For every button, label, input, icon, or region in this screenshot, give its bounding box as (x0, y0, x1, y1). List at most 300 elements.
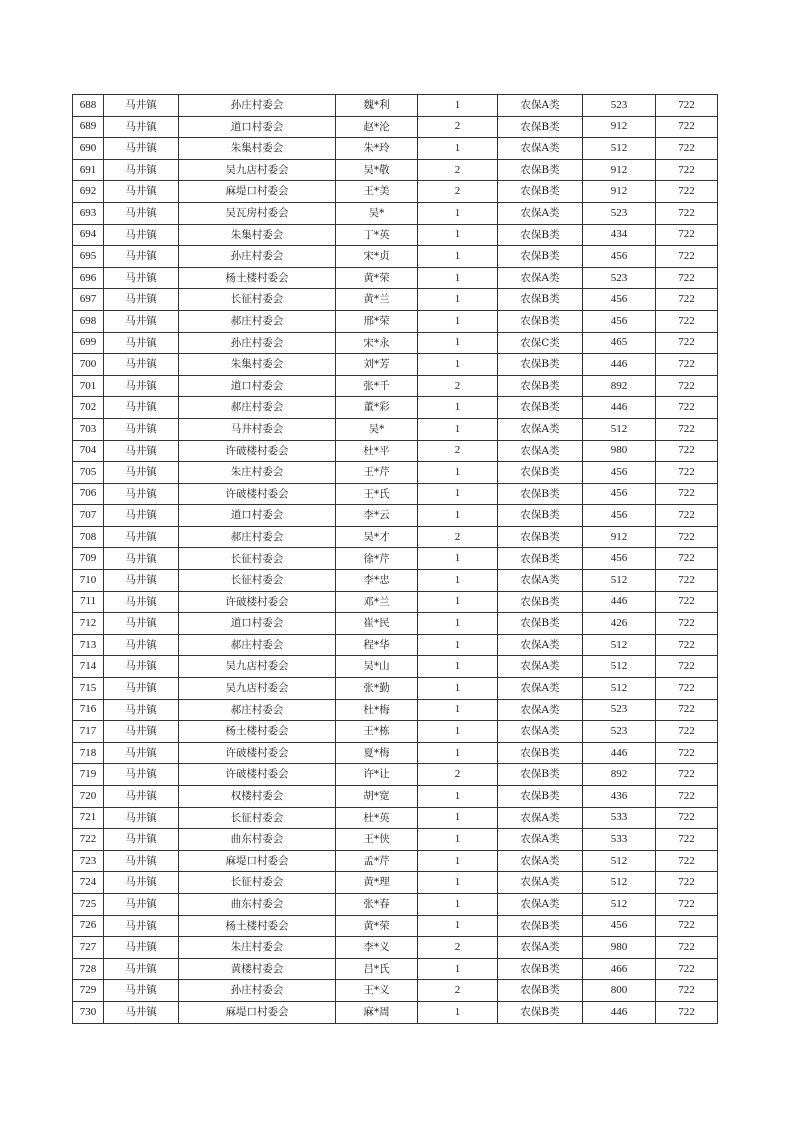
cell-insurance-category: 农保B类 (498, 397, 583, 419)
cell-village-committee: 道口村委会 (179, 116, 336, 138)
cell-insurance-category: 农保B类 (498, 116, 583, 138)
cell-household-count: 1 (418, 332, 498, 354)
cell-insurance-category: 农保A类 (498, 721, 583, 743)
table-row (73, 570, 718, 592)
cell-amount: 892 (583, 764, 656, 786)
cell-village-committee: 马井村委会 (179, 418, 336, 440)
table-row (73, 958, 718, 980)
cell-row-number: 690 (73, 138, 104, 160)
cell-name: 吴*敬 (336, 159, 418, 181)
cell-household-count: 1 (418, 267, 498, 289)
cell-village-committee: 许破楼村委会 (179, 764, 336, 786)
cell-town: 马井镇 (104, 440, 179, 462)
cell-insurance-category: 农保B类 (498, 289, 583, 311)
table-row (73, 202, 718, 224)
cell-insurance-category: 农保A类 (498, 570, 583, 592)
cell-insurance-category: 农保A类 (498, 95, 583, 117)
table-row (73, 246, 718, 268)
cell-household-count: 1 (418, 786, 498, 808)
cell-standard: 722 (656, 95, 718, 117)
cell-standard: 722 (656, 116, 718, 138)
cell-village-committee: 长征村委会 (179, 289, 336, 311)
cell-name: 宋*永 (336, 332, 418, 354)
table-row (73, 548, 718, 570)
cell-amount: 465 (583, 332, 656, 354)
cell-row-number: 691 (73, 159, 104, 181)
cell-amount: 533 (583, 807, 656, 829)
cell-row-number: 708 (73, 526, 104, 548)
cell-insurance-category: 农保B类 (498, 742, 583, 764)
cell-insurance-category: 农保B类 (498, 526, 583, 548)
cell-household-count: 1 (418, 721, 498, 743)
cell-household-count: 1 (418, 656, 498, 678)
cell-amount: 466 (583, 958, 656, 980)
cell-town: 马井镇 (104, 332, 179, 354)
cell-town: 马井镇 (104, 613, 179, 635)
table-row (73, 915, 718, 937)
cell-standard: 722 (656, 267, 718, 289)
cell-amount: 456 (583, 246, 656, 268)
cell-village-committee: 孙庄村委会 (179, 332, 336, 354)
cell-village-committee: 曲东村委会 (179, 829, 336, 851)
cell-town: 马井镇 (104, 224, 179, 246)
cell-standard: 722 (656, 807, 718, 829)
cell-town: 马井镇 (104, 181, 179, 203)
cell-household-count: 1 (418, 483, 498, 505)
cell-village-committee: 麻堤口村委会 (179, 850, 336, 872)
cell-standard: 722 (656, 440, 718, 462)
cell-amount: 512 (583, 872, 656, 894)
cell-town: 马井镇 (104, 850, 179, 872)
cell-amount: 512 (583, 893, 656, 915)
cell-insurance-category: 农保A类 (498, 634, 583, 656)
cell-household-count: 2 (418, 181, 498, 203)
cell-standard: 722 (656, 699, 718, 721)
cell-town: 马井镇 (104, 526, 179, 548)
cell-insurance-category: 农保B类 (498, 548, 583, 570)
cell-name: 朱*玲 (336, 138, 418, 160)
cell-amount: 523 (583, 699, 656, 721)
cell-amount: 523 (583, 202, 656, 224)
cell-village-committee: 许破楼村委会 (179, 440, 336, 462)
cell-amount: 912 (583, 181, 656, 203)
cell-insurance-category: 农保A类 (498, 850, 583, 872)
cell-row-number: 729 (73, 980, 104, 1002)
cell-name: 杜*梅 (336, 699, 418, 721)
cell-row-number: 728 (73, 958, 104, 980)
cell-insurance-category: 农保A类 (498, 829, 583, 851)
cell-insurance-category: 农保B类 (498, 246, 583, 268)
table-row (73, 742, 718, 764)
cell-name: 张*春 (336, 893, 418, 915)
cell-insurance-category: 农保B类 (498, 764, 583, 786)
table-row (73, 267, 718, 289)
cell-row-number: 712 (73, 613, 104, 635)
cell-household-count: 2 (418, 116, 498, 138)
cell-name: 赵*沦 (336, 116, 418, 138)
cell-amount: 436 (583, 786, 656, 808)
cell-standard: 722 (656, 958, 718, 980)
cell-village-committee: 道口村委会 (179, 613, 336, 635)
table-row (73, 937, 718, 959)
cell-town: 马井镇 (104, 418, 179, 440)
cell-amount: 980 (583, 937, 656, 959)
cell-insurance-category: 农保A类 (498, 807, 583, 829)
cell-row-number: 714 (73, 656, 104, 678)
cell-household-count: 1 (418, 1001, 498, 1023)
cell-village-committee: 朱集村委会 (179, 224, 336, 246)
cell-insurance-category: 农保A类 (498, 440, 583, 462)
cell-row-number: 713 (73, 634, 104, 656)
cell-name: 王*义 (336, 980, 418, 1002)
cell-row-number: 688 (73, 95, 104, 117)
cell-town: 马井镇 (104, 764, 179, 786)
cell-standard: 722 (656, 159, 718, 181)
cell-name: 张*千 (336, 375, 418, 397)
cell-household-count: 1 (418, 742, 498, 764)
cell-insurance-category: 农保B类 (498, 915, 583, 937)
cell-name: 董*彩 (336, 397, 418, 419)
cell-town: 马井镇 (104, 202, 179, 224)
cell-standard: 722 (656, 1001, 718, 1023)
cell-town: 马井镇 (104, 721, 179, 743)
cell-name: 黄*荣 (336, 267, 418, 289)
cell-row-number: 695 (73, 246, 104, 268)
cell-name: 黄*兰 (336, 289, 418, 311)
cell-name: 程*华 (336, 634, 418, 656)
table-row (73, 332, 718, 354)
cell-row-number: 704 (73, 440, 104, 462)
cell-standard: 722 (656, 634, 718, 656)
cell-amount: 456 (583, 483, 656, 505)
cell-household-count: 1 (418, 138, 498, 160)
cell-amount: 980 (583, 440, 656, 462)
cell-household-count: 1 (418, 418, 498, 440)
cell-row-number: 696 (73, 267, 104, 289)
cell-town: 马井镇 (104, 678, 179, 700)
cell-amount: 456 (583, 289, 656, 311)
cell-village-committee: 杨土楼村委会 (179, 915, 336, 937)
cell-amount: 533 (583, 829, 656, 851)
table-row (73, 462, 718, 484)
cell-row-number: 726 (73, 915, 104, 937)
cell-amount: 800 (583, 980, 656, 1002)
cell-row-number: 697 (73, 289, 104, 311)
cell-household-count: 1 (418, 95, 498, 117)
cell-insurance-category: 农保B类 (498, 224, 583, 246)
cell-name: 邓*兰 (336, 591, 418, 613)
cell-town: 马井镇 (104, 829, 179, 851)
table-row (73, 505, 718, 527)
cell-insurance-category: 农保A类 (498, 893, 583, 915)
cell-household-count: 1 (418, 462, 498, 484)
cell-household-count: 2 (418, 526, 498, 548)
table-row (73, 613, 718, 635)
cell-insurance-category: 农保B类 (498, 958, 583, 980)
cell-name: 吕*氏 (336, 958, 418, 980)
cell-village-committee: 孙庄村委会 (179, 246, 336, 268)
cell-household-count: 1 (418, 224, 498, 246)
cell-village-committee: 吴九店村委会 (179, 159, 336, 181)
cell-amount: 446 (583, 354, 656, 376)
cell-standard: 722 (656, 505, 718, 527)
table-row (73, 483, 718, 505)
cell-insurance-category: 农保A类 (498, 872, 583, 894)
beneficiary-table (72, 94, 718, 1024)
cell-amount: 456 (583, 310, 656, 332)
cell-village-committee: 长征村委会 (179, 570, 336, 592)
cell-amount: 892 (583, 375, 656, 397)
cell-amount: 523 (583, 95, 656, 117)
cell-standard: 722 (656, 354, 718, 376)
cell-standard: 722 (656, 980, 718, 1002)
cell-amount: 512 (583, 678, 656, 700)
cell-village-committee: 许破楼村委会 (179, 483, 336, 505)
cell-name: 杜*平 (336, 440, 418, 462)
cell-standard: 722 (656, 418, 718, 440)
table-row (73, 375, 718, 397)
cell-household-count: 1 (418, 699, 498, 721)
cell-village-committee: 郝庄村委会 (179, 699, 336, 721)
cell-household-count: 2 (418, 375, 498, 397)
cell-standard: 722 (656, 742, 718, 764)
table-row (73, 289, 718, 311)
cell-village-committee: 曲东村委会 (179, 893, 336, 915)
cell-name: 杜*英 (336, 807, 418, 829)
cell-village-committee: 郝庄村委会 (179, 634, 336, 656)
cell-village-committee: 麻堤口村委会 (179, 181, 336, 203)
table-row (73, 656, 718, 678)
cell-amount: 446 (583, 591, 656, 613)
cell-village-committee: 长征村委会 (179, 872, 336, 894)
cell-name: 麻*周 (336, 1001, 418, 1023)
cell-town: 马井镇 (104, 958, 179, 980)
cell-insurance-category: 农保A类 (498, 267, 583, 289)
cell-town: 马井镇 (104, 138, 179, 160)
cell-amount: 512 (583, 570, 656, 592)
cell-name: 崔*民 (336, 613, 418, 635)
cell-town: 马井镇 (104, 570, 179, 592)
cell-household-count: 1 (418, 354, 498, 376)
cell-row-number: 702 (73, 397, 104, 419)
cell-household-count: 1 (418, 591, 498, 613)
cell-town: 马井镇 (104, 937, 179, 959)
cell-standard: 722 (656, 375, 718, 397)
cell-row-number: 705 (73, 462, 104, 484)
cell-name: 徐*芹 (336, 548, 418, 570)
cell-amount: 456 (583, 915, 656, 937)
cell-town: 马井镇 (104, 116, 179, 138)
cell-household-count: 1 (418, 678, 498, 700)
cell-insurance-category: 农保B类 (498, 786, 583, 808)
cell-standard: 722 (656, 526, 718, 548)
cell-insurance-category: 农保A类 (498, 202, 583, 224)
cell-amount: 434 (583, 224, 656, 246)
cell-town: 马井镇 (104, 915, 179, 937)
cell-name: 夏*梅 (336, 742, 418, 764)
cell-insurance-category: 农保A类 (498, 138, 583, 160)
cell-row-number: 715 (73, 678, 104, 700)
cell-household-count: 1 (418, 915, 498, 937)
cell-village-committee: 杨土楼村委会 (179, 267, 336, 289)
cell-row-number: 718 (73, 742, 104, 764)
cell-standard: 722 (656, 893, 718, 915)
table-row (73, 591, 718, 613)
cell-standard: 722 (656, 872, 718, 894)
cell-row-number: 724 (73, 872, 104, 894)
cell-name: 王*栋 (336, 721, 418, 743)
table-row (73, 764, 718, 786)
cell-row-number: 716 (73, 699, 104, 721)
cell-name: 刘*芳 (336, 354, 418, 376)
cell-household-count: 1 (418, 613, 498, 635)
cell-town: 马井镇 (104, 95, 179, 117)
cell-row-number: 725 (73, 893, 104, 915)
table-row (73, 138, 718, 160)
cell-row-number: 722 (73, 829, 104, 851)
cell-name: 张*勤 (336, 678, 418, 700)
cell-row-number: 721 (73, 807, 104, 829)
cell-insurance-category: 农保B类 (498, 181, 583, 203)
table-row (73, 418, 718, 440)
cell-name: 宋*贞 (336, 246, 418, 268)
cell-name: 魏*利 (336, 95, 418, 117)
cell-standard: 722 (656, 937, 718, 959)
cell-household-count: 1 (418, 289, 498, 311)
cell-row-number: 701 (73, 375, 104, 397)
cell-amount: 512 (583, 138, 656, 160)
cell-town: 马井镇 (104, 505, 179, 527)
cell-village-committee: 道口村委会 (179, 505, 336, 527)
cell-household-count: 1 (418, 893, 498, 915)
cell-household-count: 1 (418, 397, 498, 419)
cell-row-number: 717 (73, 721, 104, 743)
cell-row-number: 700 (73, 354, 104, 376)
table-row (73, 116, 718, 138)
cell-amount: 446 (583, 742, 656, 764)
cell-standard: 722 (656, 829, 718, 851)
cell-name: 胡*宽 (336, 786, 418, 808)
cell-row-number: 727 (73, 937, 104, 959)
cell-village-committee: 朱庄村委会 (179, 462, 336, 484)
cell-household-count: 2 (418, 440, 498, 462)
cell-name: 王*芹 (336, 462, 418, 484)
cell-amount: 456 (583, 505, 656, 527)
cell-name: 吴*才 (336, 526, 418, 548)
cell-household-count: 1 (418, 570, 498, 592)
cell-village-committee: 吴瓦房村委会 (179, 202, 336, 224)
cell-village-committee: 麻堤口村委会 (179, 1001, 336, 1023)
cell-town: 马井镇 (104, 807, 179, 829)
cell-insurance-category: 农保A类 (498, 699, 583, 721)
table-row (73, 893, 718, 915)
table-row (73, 678, 718, 700)
cell-row-number: 698 (73, 310, 104, 332)
cell-standard: 722 (656, 786, 718, 808)
cell-household-count: 1 (418, 807, 498, 829)
table-body (73, 95, 718, 1024)
table-row (73, 181, 718, 203)
cell-name: 邢*荣 (336, 310, 418, 332)
cell-insurance-category: 农保A类 (498, 678, 583, 700)
cell-village-committee: 郝庄村委会 (179, 397, 336, 419)
cell-standard: 722 (656, 462, 718, 484)
cell-town: 马井镇 (104, 375, 179, 397)
cell-village-committee: 朱庄村委会 (179, 937, 336, 959)
cell-household-count: 1 (418, 850, 498, 872)
cell-standard: 722 (656, 332, 718, 354)
cell-amount: 512 (583, 656, 656, 678)
cell-row-number: 723 (73, 850, 104, 872)
cell-household-count: 1 (418, 872, 498, 894)
cell-insurance-category: 农保A类 (498, 418, 583, 440)
cell-row-number: 694 (73, 224, 104, 246)
cell-insurance-category: 农保B类 (498, 980, 583, 1002)
cell-row-number: 730 (73, 1001, 104, 1023)
table-row (73, 721, 718, 743)
table-row (73, 980, 718, 1002)
cell-village-committee: 郝庄村委会 (179, 526, 336, 548)
cell-standard: 722 (656, 613, 718, 635)
cell-amount: 523 (583, 267, 656, 289)
cell-row-number: 689 (73, 116, 104, 138)
cell-name: 王*侠 (336, 829, 418, 851)
cell-standard: 722 (656, 224, 718, 246)
cell-amount: 523 (583, 721, 656, 743)
table-row (73, 807, 718, 829)
cell-standard: 722 (656, 591, 718, 613)
cell-town: 马井镇 (104, 548, 179, 570)
cell-standard: 722 (656, 721, 718, 743)
table-row (73, 354, 718, 376)
cell-insurance-category: 农保C类 (498, 332, 583, 354)
cell-village-committee: 许破楼村委会 (179, 742, 336, 764)
cell-amount: 446 (583, 1001, 656, 1023)
cell-amount: 912 (583, 116, 656, 138)
cell-row-number: 709 (73, 548, 104, 570)
cell-insurance-category: 农保B类 (498, 310, 583, 332)
cell-insurance-category: 农保B类 (498, 1001, 583, 1023)
cell-town: 马井镇 (104, 634, 179, 656)
cell-standard: 722 (656, 850, 718, 872)
cell-village-committee: 吴九店村委会 (179, 678, 336, 700)
cell-household-count: 1 (418, 958, 498, 980)
cell-household-count: 2 (418, 159, 498, 181)
cell-name: 王*氏 (336, 483, 418, 505)
cell-standard: 722 (656, 483, 718, 505)
cell-insurance-category: 农保B类 (498, 613, 583, 635)
cell-standard: 722 (656, 397, 718, 419)
cell-name: 丁*英 (336, 224, 418, 246)
cell-town: 马井镇 (104, 591, 179, 613)
cell-name: 许*让 (336, 764, 418, 786)
cell-name: 黄*荣 (336, 915, 418, 937)
table-row (73, 159, 718, 181)
cell-town: 马井镇 (104, 246, 179, 268)
cell-standard: 722 (656, 548, 718, 570)
cell-insurance-category: 农保B类 (498, 505, 583, 527)
cell-amount: 426 (583, 613, 656, 635)
table-row (73, 440, 718, 462)
cell-standard: 722 (656, 570, 718, 592)
table-row (73, 850, 718, 872)
table-row (73, 829, 718, 851)
cell-insurance-category: 农保B类 (498, 159, 583, 181)
cell-village-committee: 朱集村委会 (179, 138, 336, 160)
cell-village-committee: 权楼村委会 (179, 786, 336, 808)
cell-amount: 912 (583, 526, 656, 548)
cell-standard: 722 (656, 915, 718, 937)
